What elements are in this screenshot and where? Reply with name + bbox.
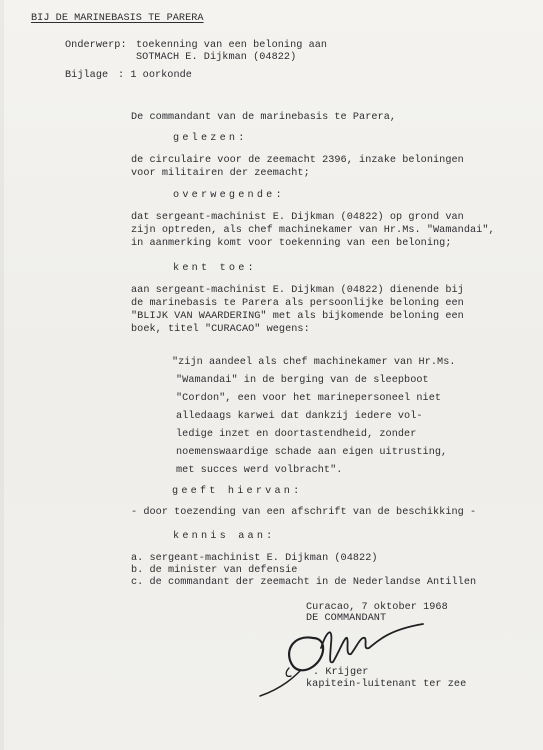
kent-toe-line-4: boek, titel "CURACAO" wegens:: [131, 324, 310, 335]
subject-line-1: toekenning van een beloning aan: [136, 40, 328, 51]
kent-toe-heading: kent toe:: [173, 263, 257, 274]
kennis-line-c: c. de commandant der zeemacht in de Nederlandse Antillen: [131, 577, 477, 588]
kent-toe-line-3: "BLIJK VAN WAARDERING" met als bijkomende beloning een: [131, 311, 464, 322]
kennis-line-b: b. de minister van defensie: [131, 565, 298, 576]
place-date: Curacao, 7 oktober 1968: [306, 602, 448, 613]
intro-line: De commandant van de marinebasis te Parera,: [131, 112, 397, 123]
quote-line-6: noemenswaardige schade aan eigen uitrusting,: [176, 447, 448, 458]
kennis-line-a: a. sergeant-machinist E. Dijkman (04822): [131, 553, 378, 564]
attachment-label: Bijlage: [65, 70, 109, 81]
overwegende-line-2: zijn optreden, als chef machinekamer van Hr.Ms. "Wamandai",: [131, 225, 495, 236]
document-header: BIJ DE MARINEBASIS TE PARERA: [31, 13, 204, 24]
commander-rank: kapitein-luitenant ter zee: [306, 679, 467, 690]
overwegende-heading: overwegende:: [173, 190, 285, 201]
geeft-heading: geeft hiervan:: [172, 486, 303, 497]
overwegende-line-1: dat sergeant-machinist E. Dijkman (04822) op grond van: [131, 212, 464, 223]
kennis-heading: kennis aan:: [173, 531, 276, 542]
quote-line-1: "zijn aandeel als chef machinekamer van Hr.Ms.: [172, 357, 456, 368]
attachment-value: : 1 oorkonde: [118, 70, 192, 81]
geeft-line-1: - door toezending van een afschrift van de beschikking -: [131, 507, 477, 518]
quote-line-7: met succes werd volbracht".: [176, 465, 343, 476]
quote-line-2: "Wamandai" in de berging van de sleepboot: [176, 375, 429, 386]
overwegende-line-3: in aanmerking komt voor toekenning van een beloning;: [131, 238, 452, 249]
gelezen-line-2: voor militairen der zeemacht;: [131, 168, 310, 179]
gelezen-line-1: de circulaire voor de zeemacht 2396, inzake beloningen: [131, 155, 464, 166]
commander-name: . Krijger: [313, 667, 369, 678]
quote-line-4: alledaags karwei dat dankzij iedere vol-: [176, 411, 423, 422]
commander-role: DE COMMANDANT: [306, 613, 387, 624]
gelezen-heading: gelezen:: [173, 133, 248, 144]
subject-line-2: SOTMACH E. Dijkman (04822): [136, 52, 297, 63]
kent-toe-line-2: de marinebasis te Parera als persoonlijke beloning een: [131, 298, 464, 309]
subject-label: Onderwerp:: [65, 40, 127, 51]
quote-line-3: "Cordon", een voor het marinepersoneel niet: [176, 393, 442, 404]
kent-toe-line-1: aan sergeant-machinist E. Dijkman (04822) dienende bij: [131, 285, 464, 296]
quote-line-5: ledige inzet en doortastendheid, zonder: [176, 429, 417, 440]
page-edge-shadow: [0, 0, 4, 750]
